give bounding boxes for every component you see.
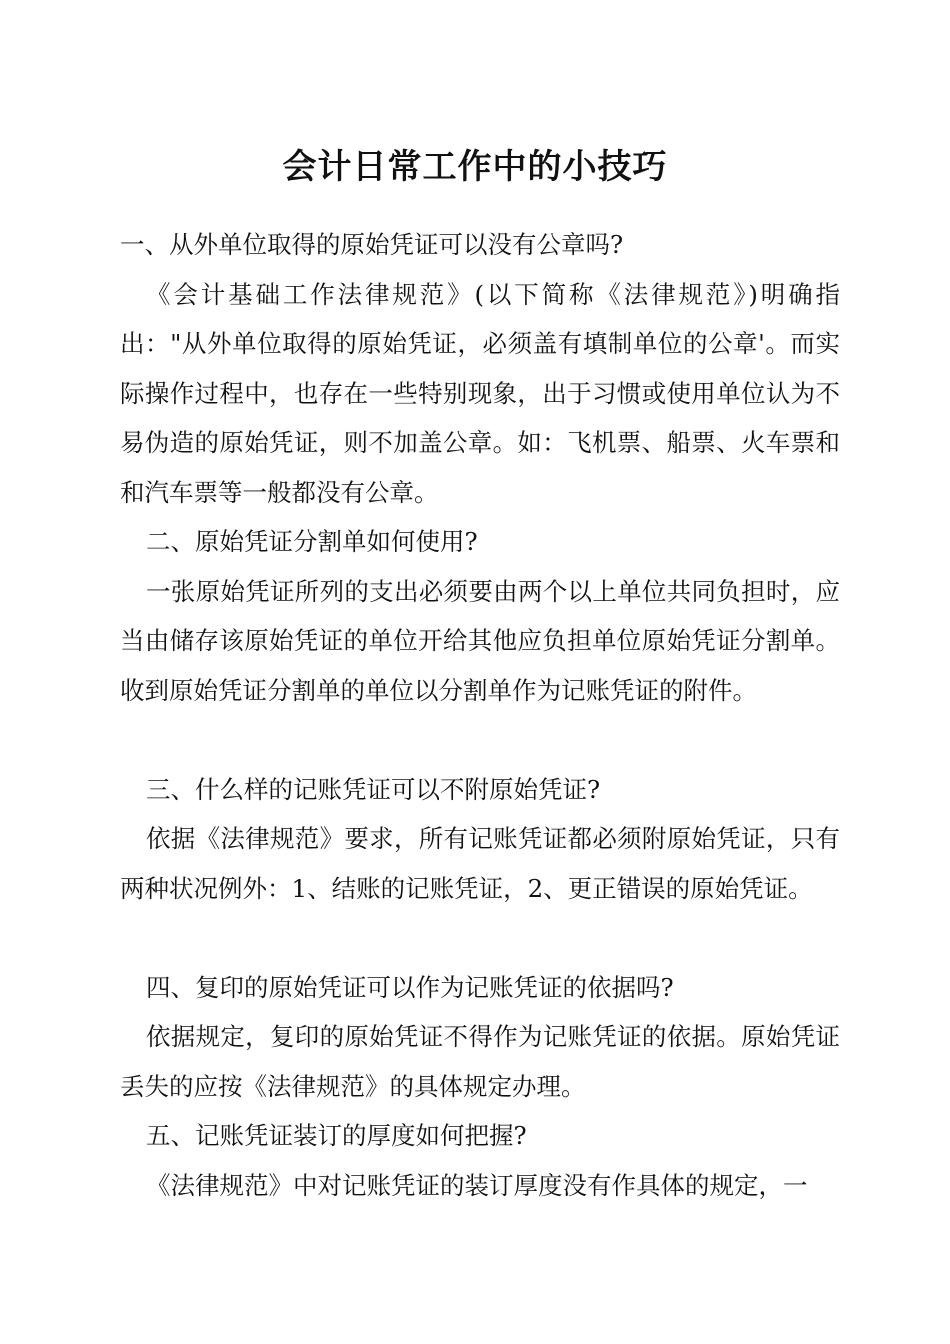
answer-2-paragraph: 一张原始凭证所列的支出必须要由两个以上单位共同负担时，应当由储存该原始凭证的单位开给其他应负担单位原始凭证分割单。收到原始凭证分割单的单位以分割单作为记账凭证的附件。: [120, 576, 840, 705]
paragraph-spacer: [120, 715, 840, 765]
answer-3-paragraph: 依据《法律规范》要求，所有记账凭证都必须附原始凭证，只有两种状况例外：1、结账的记账凭证，2、更正错误的原始凭证。: [120, 824, 840, 903]
question-1-heading: 一、从外单位取得的原始凭证可以没有公章吗?: [120, 230, 624, 259]
answer-5-paragraph: 《法律规范》中对记账凭证的装订厚度没有作具体的规定，一: [146, 1170, 808, 1200]
question-4-heading: 四、复印的原始凭证可以作为记账凭证的依据吗?: [146, 972, 674, 1002]
answer-4-paragraph: 依据规定，复印的原始凭证不得作为记账凭证的依据。原始凭证丢失的应按《法律规范》的具体规定办理。: [120, 1022, 840, 1101]
question-3-heading: 三、什么样的记账凭证可以不附原始凭证?: [146, 774, 601, 804]
document-title: 会计日常工作中的小技巧: [282, 147, 668, 187]
paragraph-spacer: [120, 913, 840, 963]
question-2-heading: 二、原始凭证分割单如何使用?: [146, 527, 478, 556]
answer-1-paragraph: 《会计基础工作法律规范》(以下简称《法律规范》)明确指出："从外单位取得的原始凭证，必须盖有填制单位的公章'。而实际操作过程中，也存在一些特别现象，出于习惯或使用单位认为不易伪造的原始凭证，则不加盖公章。如：飞机票、船票、火车票和和汽车票等一般都没有公章。: [120, 279, 840, 507]
document-body: [120, 220, 840, 1210]
question-5-heading: 五、记账凭证装订的厚度如何把握?: [146, 1121, 527, 1150]
